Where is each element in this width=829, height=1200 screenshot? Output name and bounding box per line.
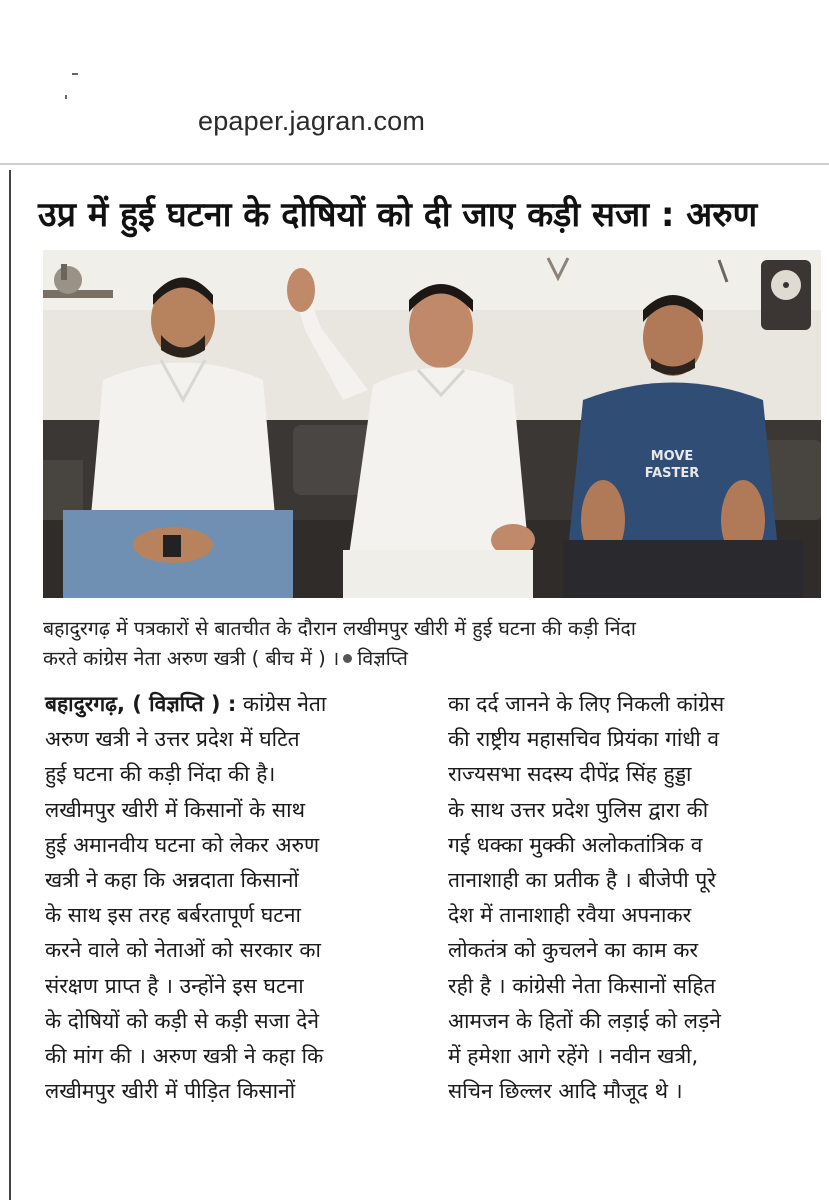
body-line: तानाशाही का प्रतीक है । बीजेपी पूरे (448, 868, 716, 893)
body-line: के साथ उत्तर प्रदेश पुलिस द्वारा की (448, 797, 709, 822)
tshirt-print: MOVE (650, 449, 694, 464)
photo-caption (43, 614, 821, 674)
article-column-right (448, 687, 820, 1109)
body-line: के दोषियों को कड़ी से कड़ी सजा देने (45, 1008, 320, 1033)
body-line: आमजन के हितों की लड़ाई को लड़ने (448, 1008, 721, 1033)
tshirt-print: FASTER (644, 466, 700, 481)
body-line: रही है । कांग्रेसी नेता किसानों सहित (448, 973, 716, 998)
body-line: लखीमपुर खीरी में किसानों के साथ (45, 797, 305, 822)
caption-line: करते कांग्रेस नेता अरुण खत्री ( बीच में ) । (43, 647, 340, 670)
body-line: राज्यसभा सदस्य दीपेंद्र सिंह हुड्डा (448, 762, 692, 787)
body-line: करने वाले को नेताओं को सरकार का (45, 938, 321, 963)
body-line: के साथ इस तरह बर्बरतापूर्ण घटना (45, 903, 301, 928)
article-headline: उप्र में हुई घटना के दोषियों को दी जाए कड़ी सजा : अरुण (38, 195, 758, 235)
dateline: बहादुरगढ़, ( विज्ञप्ति ) : (45, 692, 237, 716)
bullet-icon (343, 654, 352, 663)
body-line: लोकतंत्र को कुचलने का काम कर (448, 938, 699, 963)
divider (0, 163, 829, 165)
photo-credit: विज्ञप्ति (357, 647, 408, 670)
body-line: लखीमपुर खीरी में पीड़ित किसानों (45, 1079, 296, 1104)
print-speck (72, 73, 78, 75)
body-line: गई धक्का मुक्की अलोकतांत्रिक व (448, 832, 703, 857)
site-url: epaper.jagran.com (198, 106, 426, 136)
body-line: में हमेशा आगे रहेंगे । नवीन खत्री, (448, 1044, 699, 1069)
body-line: की मांग की । अरुण खत्री ने कहा कि (45, 1044, 324, 1069)
body-line: अरुण खत्री ने उत्तर प्रदेश में घटित (45, 727, 300, 752)
article-column-left (45, 687, 415, 1109)
body-line: संरक्षण प्राप्त है । उन्होंने इस घटना (45, 973, 304, 998)
body-line: हुई घटना की कड़ी निंदा की है। (45, 762, 276, 787)
news-photo (43, 250, 821, 598)
body-line: खत्री ने कहा कि अन्नदाता किसानों (45, 868, 299, 893)
body-line: देश में तानाशाही रवैया अपनाकर (448, 903, 692, 928)
body-line: कांग्रेस नेता (236, 692, 327, 716)
body-line: सचिन छिल्लर आदि मौजूद थे । (448, 1079, 683, 1104)
caption-line: बहादुरगढ़ में पत्रकारों से बातचीत के दौरान लखीमपुर खीरी में हुई घटना की कड़ी निंदा (43, 617, 636, 640)
body-line: का दर्द जानने के लिए निकली कांग्रेस (448, 692, 725, 716)
print-speck (65, 95, 67, 99)
body-line: हुई अमानवीय घटना को लेकर अरुण (45, 832, 320, 857)
column-rule (9, 170, 11, 1200)
body-line: की राष्ट्रीय महासचिव प्रियंका गांधी व (448, 727, 720, 752)
